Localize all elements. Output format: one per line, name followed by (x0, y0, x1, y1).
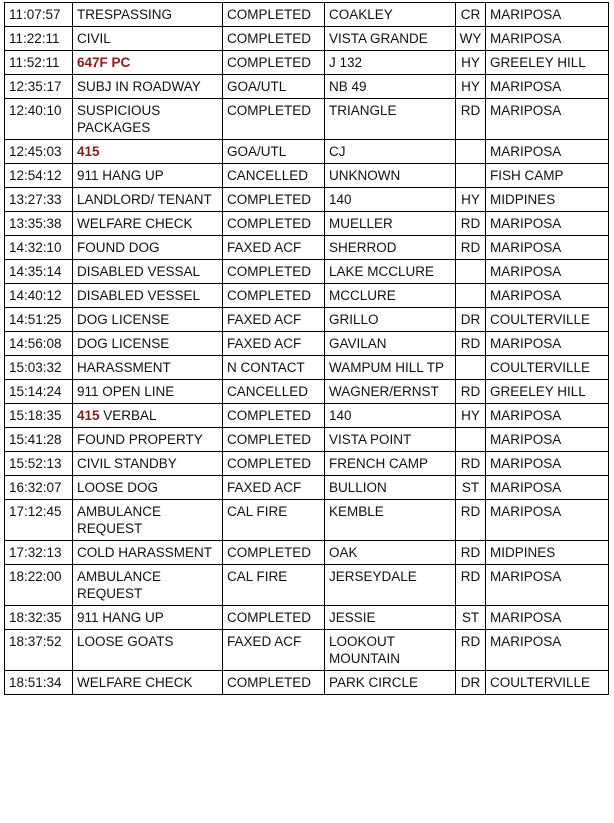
status-cell: CAL FIRE (223, 500, 325, 541)
table-row (5, 164, 609, 188)
time-cell: 18:51:34 (5, 671, 73, 695)
street-type-cell (456, 284, 486, 308)
status-cell: COMPLETED (223, 671, 325, 695)
city-cell: MARIPOSA (486, 500, 609, 541)
table-row (5, 75, 609, 99)
table-row (5, 308, 609, 332)
city-cell: COULTERVILLE (486, 308, 609, 332)
street-type-cell: RD (456, 212, 486, 236)
table-row (5, 404, 609, 428)
time-cell: 17:32:13 (5, 541, 73, 565)
call-type-cell (73, 565, 223, 606)
status-cell: FAXED ACF (223, 308, 325, 332)
call-type-cell (73, 380, 223, 404)
table-row (5, 565, 609, 606)
call-type-label: WELFARE CHECK (77, 675, 193, 690)
status-cell: COMPLETED (223, 212, 325, 236)
status-cell: COMPLETED (223, 452, 325, 476)
city-cell: MIDPINES (486, 188, 609, 212)
call-type-label: DOG LICENSE (77, 312, 170, 327)
table-row (5, 188, 609, 212)
table-row (5, 332, 609, 356)
status-cell: COMPLETED (223, 541, 325, 565)
location-cell: WAGNER/ERNST (325, 380, 456, 404)
street-type-cell: CR (456, 3, 486, 27)
call-type-label: LANDLORD/ TENANT (77, 192, 212, 207)
location-cell: VISTA GRANDE (325, 27, 456, 51)
city-cell: MARIPOSA (486, 3, 609, 27)
table-row (5, 27, 609, 51)
call-type-cell (73, 99, 223, 140)
call-type-label: WELFARE CHECK (77, 216, 193, 231)
time-cell: 13:35:38 (5, 212, 73, 236)
status-cell: CAL FIRE (223, 565, 325, 606)
location-cell: LOOKOUT MOUNTAIN (325, 630, 456, 671)
city-cell: MARIPOSA (486, 428, 609, 452)
location-cell: 140 (325, 404, 456, 428)
status-cell: N CONTACT (223, 356, 325, 380)
city-cell: MARIPOSA (486, 630, 609, 671)
status-cell: COMPLETED (223, 428, 325, 452)
location-cell: JESSIE (325, 606, 456, 630)
time-cell: 11:52:11 (5, 51, 73, 75)
call-type-label: COLD HARASSMENT (77, 545, 213, 560)
location-cell: FRENCH CAMP (325, 452, 456, 476)
status-cell: COMPLETED (223, 27, 325, 51)
status-cell: FAXED ACF (223, 236, 325, 260)
city-cell: MARIPOSA (486, 27, 609, 51)
street-type-cell: ST (456, 476, 486, 500)
location-cell: J 132 (325, 51, 456, 75)
street-type-cell (456, 164, 486, 188)
table-row (5, 452, 609, 476)
status-cell: COMPLETED (223, 99, 325, 140)
location-cell: GAVILAN (325, 332, 456, 356)
call-type-cell (73, 452, 223, 476)
location-cell: MUELLER (325, 212, 456, 236)
call-type-cell (73, 500, 223, 541)
city-cell: MARIPOSA (486, 565, 609, 606)
time-cell: 14:40:12 (5, 284, 73, 308)
penal-code: 415 (77, 408, 100, 423)
city-cell: MARIPOSA (486, 212, 609, 236)
table-row (5, 541, 609, 565)
table-row (5, 500, 609, 541)
table-row (5, 671, 609, 695)
time-cell: 12:54:12 (5, 164, 73, 188)
call-type-cell (73, 630, 223, 671)
call-type-cell (73, 27, 223, 51)
location-cell: MCCLURE (325, 284, 456, 308)
city-cell: MARIPOSA (486, 140, 609, 164)
location-cell: SHERROD (325, 236, 456, 260)
call-type-label: DOG LICENSE (77, 336, 170, 351)
location-cell: VISTA POINT (325, 428, 456, 452)
time-cell: 14:32:10 (5, 236, 73, 260)
call-type-cell (73, 671, 223, 695)
time-cell: 12:35:17 (5, 75, 73, 99)
time-cell: 17:12:45 (5, 500, 73, 541)
street-type-cell: HY (456, 188, 486, 212)
street-type-cell: RD (456, 332, 486, 356)
penal-code: 415 (77, 144, 100, 159)
status-cell: GOA/UTL (223, 140, 325, 164)
status-cell: CANCELLED (223, 164, 325, 188)
time-cell: 15:18:35 (5, 404, 73, 428)
call-type-cell (73, 51, 223, 75)
street-type-cell (456, 356, 486, 380)
location-cell: UNKNOWN (325, 164, 456, 188)
street-type-cell (456, 140, 486, 164)
status-cell: COMPLETED (223, 3, 325, 27)
time-cell: 14:51:25 (5, 308, 73, 332)
table-row (5, 140, 609, 164)
call-log-table (4, 2, 609, 695)
status-cell: COMPLETED (223, 284, 325, 308)
location-cell: BULLION (325, 476, 456, 500)
location-cell: JERSEYDALE (325, 565, 456, 606)
street-type-cell: WY (456, 27, 486, 51)
time-cell: 12:40:10 (5, 99, 73, 140)
city-cell: MARIPOSA (486, 332, 609, 356)
location-cell: COAKLEY (325, 3, 456, 27)
call-type-cell (73, 606, 223, 630)
status-cell: COMPLETED (223, 404, 325, 428)
call-type-cell (73, 164, 223, 188)
status-cell: COMPLETED (223, 51, 325, 75)
city-cell: MARIPOSA (486, 404, 609, 428)
city-cell: MARIPOSA (486, 75, 609, 99)
time-cell: 18:37:52 (5, 630, 73, 671)
street-type-cell (456, 428, 486, 452)
call-type-cell (73, 428, 223, 452)
location-cell: WAMPUM HILL TP (325, 356, 456, 380)
location-cell: GRILLO (325, 308, 456, 332)
call-type-label: VERBAL (99, 408, 157, 423)
call-type-cell (73, 260, 223, 284)
street-type-cell: HY (456, 51, 486, 75)
table-row (5, 236, 609, 260)
call-type-label: FOUND DOG (77, 240, 160, 255)
call-type-label: 911 HANG UP (77, 168, 164, 183)
street-type-cell: HY (456, 75, 486, 99)
table-row (5, 476, 609, 500)
time-cell: 11:07:57 (5, 3, 73, 27)
call-type-cell (73, 541, 223, 565)
city-cell: COULTERVILLE (486, 671, 609, 695)
street-type-cell: RD (456, 99, 486, 140)
status-cell: FAXED ACF (223, 630, 325, 671)
location-cell: CJ (325, 140, 456, 164)
call-type-cell (73, 188, 223, 212)
status-cell: GOA/UTL (223, 75, 325, 99)
status-cell: COMPLETED (223, 188, 325, 212)
street-type-cell: DR (456, 308, 486, 332)
time-cell: 15:14:24 (5, 380, 73, 404)
city-cell: MARIPOSA (486, 99, 609, 140)
call-type-cell (73, 140, 223, 164)
time-cell: 18:22:00 (5, 565, 73, 606)
street-type-cell: ST (456, 606, 486, 630)
call-log-body (5, 3, 609, 695)
time-cell: 12:45:03 (5, 140, 73, 164)
city-cell: GREELEY HILL (486, 380, 609, 404)
call-type-label: LOOSE DOG (77, 480, 159, 495)
status-cell: CANCELLED (223, 380, 325, 404)
call-type-cell (73, 308, 223, 332)
call-type-label: 911 OPEN LINE (77, 384, 175, 399)
city-cell: FISH CAMP (486, 164, 609, 188)
location-cell: PARK CIRCLE (325, 671, 456, 695)
city-cell: MARIPOSA (486, 606, 609, 630)
time-cell: 15:52:13 (5, 452, 73, 476)
table-row (5, 284, 609, 308)
call-type-label: HARASSMENT (77, 360, 171, 375)
city-cell: MARIPOSA (486, 452, 609, 476)
time-cell: 15:41:28 (5, 428, 73, 452)
call-type-cell (73, 332, 223, 356)
call-type-cell (73, 404, 223, 428)
street-type-cell: RD (456, 236, 486, 260)
call-type-label: SUSPICIOUS PACKAGES (77, 103, 161, 135)
call-type-label: LOOSE GOATS (77, 634, 174, 649)
time-cell: 14:35:14 (5, 260, 73, 284)
street-type-cell: RD (456, 380, 486, 404)
location-cell: KEMBLE (325, 500, 456, 541)
city-cell: MARIPOSA (486, 236, 609, 260)
call-type-cell (73, 3, 223, 27)
penal-code: 647F PC (77, 55, 131, 70)
location-cell: LAKE MCCLURE (325, 260, 456, 284)
city-cell: MARIPOSA (486, 284, 609, 308)
table-row (5, 3, 609, 27)
table-row (5, 356, 609, 380)
status-cell: COMPLETED (223, 260, 325, 284)
table-row (5, 212, 609, 236)
call-type-label: 911 HANG UP (77, 610, 164, 625)
street-type-cell: RD (456, 565, 486, 606)
status-cell: COMPLETED (223, 606, 325, 630)
table-row (5, 606, 609, 630)
street-type-cell: RD (456, 630, 486, 671)
street-type-cell: RD (456, 452, 486, 476)
city-cell: COULTERVILLE (486, 356, 609, 380)
table-row (5, 51, 609, 75)
street-type-cell: RD (456, 500, 486, 541)
status-cell: FAXED ACF (223, 332, 325, 356)
call-type-label: CIVIL STANDBY (77, 456, 177, 471)
call-type-label: DISABLED VESSEL (77, 288, 201, 303)
time-cell: 16:32:07 (5, 476, 73, 500)
call-type-cell (73, 212, 223, 236)
location-cell: 140 (325, 188, 456, 212)
time-cell: 15:03:32 (5, 356, 73, 380)
time-cell: 13:27:33 (5, 188, 73, 212)
call-type-label: FOUND PROPERTY (77, 432, 203, 447)
table-row (5, 260, 609, 284)
city-cell: MIDPINES (486, 541, 609, 565)
table-row (5, 428, 609, 452)
location-cell: TRIANGLE (325, 99, 456, 140)
time-cell: 11:22:11 (5, 27, 73, 51)
location-cell: NB 49 (325, 75, 456, 99)
call-type-label: SUBJ IN ROADWAY (77, 79, 201, 94)
street-type-cell: RD (456, 541, 486, 565)
time-cell: 18:32:35 (5, 606, 73, 630)
call-type-cell (73, 75, 223, 99)
city-cell: MARIPOSA (486, 476, 609, 500)
call-type-label: DISABLED VESSAL (77, 264, 201, 279)
time-cell: 14:56:08 (5, 332, 73, 356)
call-type-label: CIVIL (77, 31, 111, 46)
street-type-cell (456, 260, 486, 284)
street-type-cell: DR (456, 671, 486, 695)
call-type-cell (73, 284, 223, 308)
table-row (5, 380, 609, 404)
call-type-label: AMBULANCE REQUEST (77, 569, 162, 601)
city-cell: GREELEY HILL (486, 51, 609, 75)
call-type-cell (73, 356, 223, 380)
call-type-label: AMBULANCE REQUEST (77, 504, 162, 536)
table-row (5, 99, 609, 140)
table-row (5, 630, 609, 671)
street-type-cell: HY (456, 404, 486, 428)
call-type-label: TRESPASSING (77, 7, 173, 22)
call-type-cell (73, 236, 223, 260)
location-cell: OAK (325, 541, 456, 565)
city-cell: MARIPOSA (486, 260, 609, 284)
status-cell: FAXED ACF (223, 476, 325, 500)
call-type-cell (73, 476, 223, 500)
